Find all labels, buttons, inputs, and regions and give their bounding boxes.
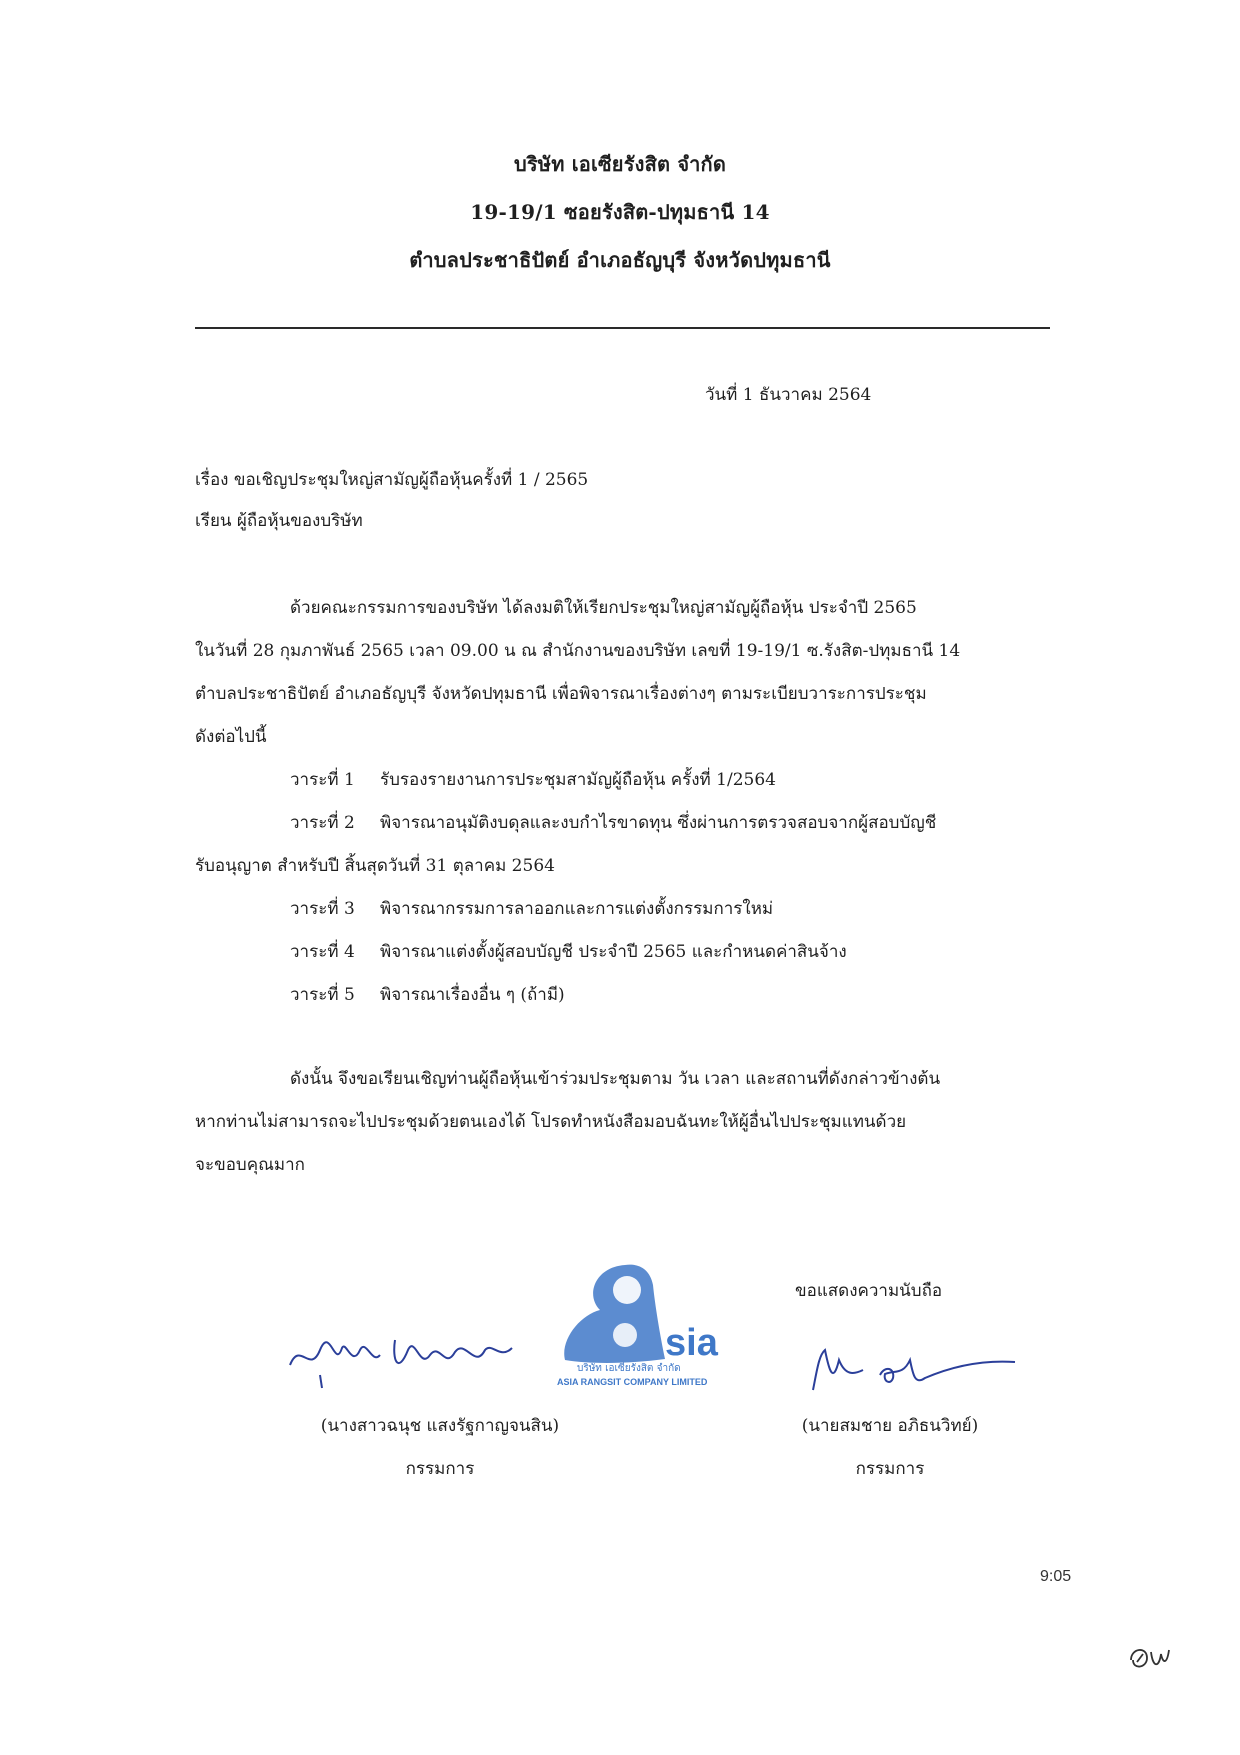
intro-line-2: ในวันที่ 28 กุมภาพันธ์ 2565 เวลา 09.00 น ณ สำนักงานของบริษัท เลขที่ 19-19/1 ซ.รังสิต-ปทุมธานี 14 — [195, 641, 961, 661]
letter-subject: เรื่อง ขอเชิญประชุมใหญ่สามัญผู้ถือหุ้นครั้งที่ 1 / 2565 — [195, 470, 589, 490]
company-address-line-1: 19-19/1 ซอยรังสิต-ปทุมธานี 14 — [470, 200, 770, 224]
agenda-text-2: พิจารณาอนุมัติงบดุลและงบกำไรขาดทุน ซึ่งผ่านการตรวจสอบจากผู้สอบบัญชี — [380, 813, 937, 833]
intro-line-4: ดังต่อไปนี้ — [195, 727, 267, 747]
stamp-company-th: บริษัท เอเซียรังสิต จำกัด — [577, 1363, 681, 1374]
closing-line-2: หากท่านไม่สามารถจะไปประชุมด้วยตนเองได้ โปรดทำหนังสือมอบฉันทะให้ผู้อื่นไปประชุมแทนด้วย — [195, 1112, 907, 1132]
right-signer-title: กรรมการ — [855, 1459, 925, 1479]
right-signature — [805, 1340, 1025, 1400]
intro-line-3: ตำบลประชาธิปัตย์ อำเภอธัญบุรี จังหวัดปทุมธานี เพื่อพิจารณาเรื่องต่างๆ ตามระเบียบวาระการประชุม — [195, 684, 927, 704]
intro-line-1: ด้วยคณะกรรมการของบริษัท ได้ลงมติให้เรียกประชุมใหญ่สามัญผู้ถือหุ้น ประจำปี 2565 — [290, 598, 917, 618]
right-signer-name: (นายสมชาย อภิธนวิทย์) — [801, 1416, 979, 1436]
agenda-number-4: วาระที่ 4 — [290, 942, 355, 962]
left-signer-name: (นางสาวฉนุช แสงรัฐกาญจนสิน) — [320, 1416, 560, 1436]
agenda-text-5: พิจารณาเรื่องอื่น ๆ (ถ้ามี) — [380, 985, 565, 1005]
closing-line-1: ดังนั้น จึงขอเรียนเชิญท่านผู้ถือหุ้นเข้าร่วมประชุมตาม วัน เวลา และสถานที่ดังกล่าวข้างต้น — [290, 1069, 941, 1089]
agenda-text-4: พิจารณาแต่งตั้งผู้สอบบัญชี ประจำปี 2565 และกำหนดค่าสินจ้าง — [380, 942, 847, 962]
letter-recipient: เรียน ผู้ถือหุ้นของบริษัท — [195, 511, 363, 531]
company-name: บริษัท เอเซียรังสิต จำกัด — [513, 152, 727, 176]
agenda-number-5: วาระที่ 5 — [290, 985, 355, 1005]
agenda-number-1: วาระที่ 1 — [290, 770, 355, 790]
left-signature — [280, 1320, 540, 1390]
agenda-text-3: พิจารณากรรมการลาออกและการแต่งตั้งกรรมการใหม่ — [380, 899, 774, 919]
company-address-line-2: ตำบลประชาธิปัตย์ อำเภอธัญบุรี จังหวัดปทุมธานี — [409, 248, 831, 272]
stamp-brand: sia — [665, 1322, 718, 1364]
stamp-company-en: ASIA RANGSIT COMPANY LIMITED — [557, 1377, 708, 1387]
left-signer-title: กรรมการ — [405, 1459, 475, 1479]
agenda-number-2: วาระที่ 2 — [290, 813, 355, 833]
time-note: 9:05 — [1040, 1568, 1072, 1585]
agenda-number-3: วาระที่ 3 — [290, 899, 355, 919]
closing-line-3: จะขอบคุณมาก — [195, 1155, 305, 1175]
letter-date: วันที่ 1 ธันวาคม 2564 — [705, 385, 872, 405]
header-divider — [195, 327, 1050, 329]
regards: ขอแสดงความนับถือ — [795, 1281, 943, 1301]
agenda-text-1: รับรองรายงานการประชุมสามัญผู้ถือหุ้น ครั้งที่ 1/2564 — [380, 770, 776, 790]
initials-mark — [1125, 1640, 1175, 1675]
company-stamp — [555, 1255, 750, 1390]
agenda-text-2-continuation: รับอนุญาต สำหรับปี สิ้นสุดวันที่ 31 ตุลาคม 2564 — [195, 856, 555, 876]
